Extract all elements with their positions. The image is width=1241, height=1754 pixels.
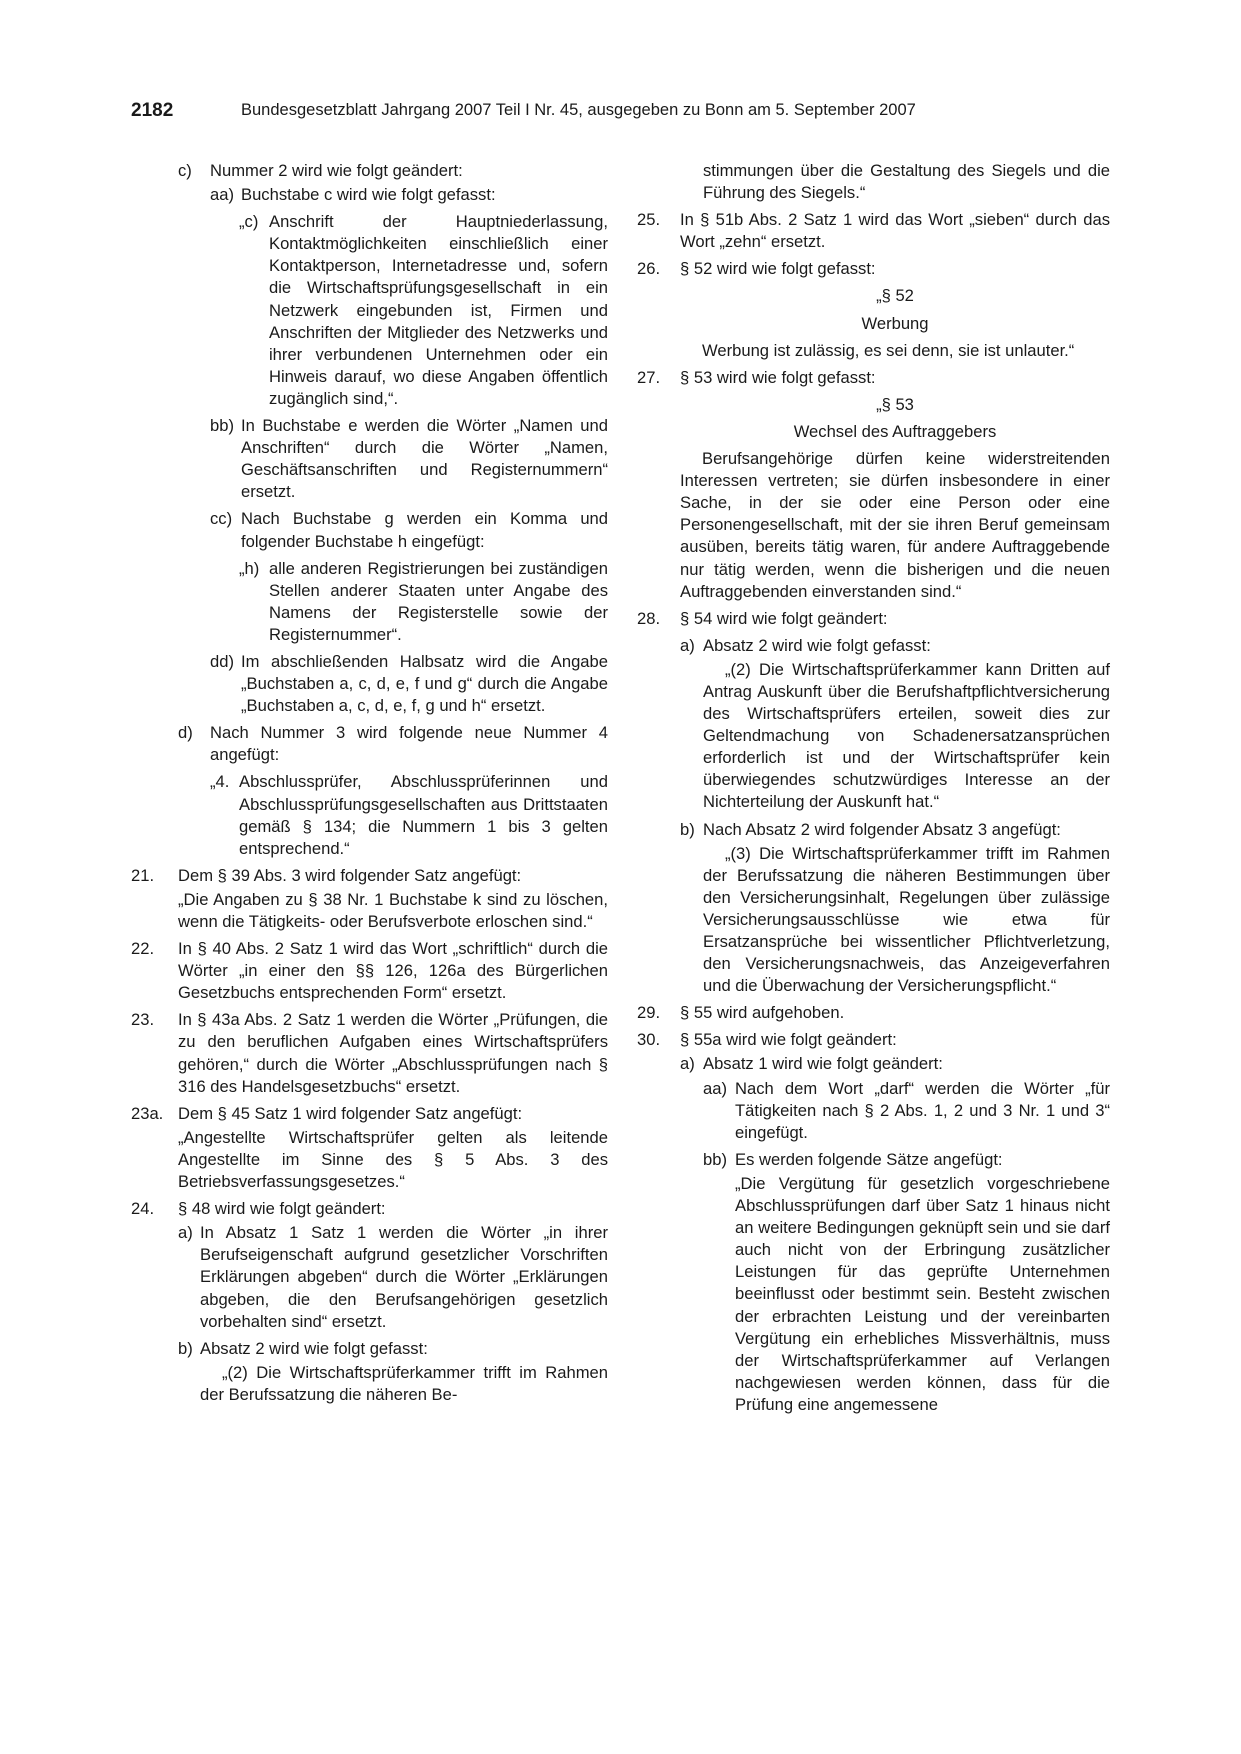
item-text: Im abschließenden Halbsatz wird die Angabe „Buchstaben a, c, d, e, f und g“ durch die Angabe „Buchstaben a, c, d, e, f, g und h“ ersetzt. (241, 651, 608, 716)
item-text: Nach dem Wort „darf“ werden die Wörter „für Tätigkeiten nach § 2 Abs. 1, 2 und 3 Nr. 1 und 3“ eingefügt. (735, 1078, 1110, 1142)
quote-number-4 (131, 771, 608, 859)
item-22 (131, 938, 608, 1004)
right-column (637, 160, 1110, 1421)
item-28-b-quote: „(3) Die Wirtschaftsprüferkammer trifft im Rahmen der Berufssatzung die näheren Bestimmungen über den Versicherungsinhalt, Regelungen über zulässige Versicherungsausschlüsse wie etwa für Ersatzansprüche bei wissentlicher Pflichtverletzung, den Versicherungsnachweis, das Anzeigeverfahren und die Überwachung der Versicherungspflicht.“ (703, 843, 1110, 996)
item-30-a-aa (637, 1078, 1110, 1144)
item-text: Absatz 2 wird wie folgt gefasst: (200, 1338, 428, 1358)
item-text: Dem § 39 Abs. 3 wird folgender Satz angefügt: (178, 865, 522, 885)
item-24 (131, 1198, 608, 1220)
item-label: cc) (210, 509, 233, 529)
item-text: Absatz 2 wird wie folgt gefasst: (703, 635, 931, 655)
item-23a (131, 1103, 608, 1125)
item-text: § 55 wird aufgehoben. (680, 1003, 845, 1023)
item-25 (637, 209, 1110, 253)
item-29 (637, 1002, 1110, 1024)
item-24-b-quote: „(2) Die Wirtschaftsprüferkammer trifft im Rahmen der Berufssatzung die näheren Be- (200, 1362, 608, 1404)
item-text: In § 43a Abs. 2 Satz 1 werden die Wörter „Prüfungen, die zu den beruflichen Aufgaben eines Wirtschaftsprüfers gehören,“ durch die Wörter „Abschlussprüfungen nach § 316 des Handelsgesetzbuchs“ ersetzt. (178, 1010, 608, 1096)
item-text: § 54 wird wie folgt geändert: (680, 608, 888, 628)
item-23 (131, 1009, 608, 1097)
item-c-dd (131, 651, 608, 717)
item-text: § 52 wird wie folgt gefasst: (680, 259, 876, 279)
left-column (131, 160, 608, 1411)
item-text: § 48 wird wie folgt geändert: (178, 1199, 386, 1219)
section-53-title: Wechsel des Auftraggebers (793, 421, 997, 441)
item-text: Absatz 1 wird wie folgt geändert: (703, 1054, 943, 1074)
item-label: 27. (637, 367, 661, 387)
item-c (131, 160, 608, 182)
item-27 (637, 367, 1110, 389)
item-text: Nummer 2 wird wie folgt geändert: (210, 161, 463, 180)
item-label: 23. (131, 1010, 155, 1030)
item-label: „h) (239, 558, 260, 578)
item-28 (637, 608, 1110, 630)
running-title: Bundesgesetzblatt Jahrgang 2007 Teil I Nr. 45, ausgegeben zu Bonn am 5. September 2007 (241, 101, 916, 119)
item-text: Nach Nummer 3 wird folgende neue Nummer 4 angefügt: (210, 723, 608, 765)
item-text: In Absatz 1 Satz 1 werden die Wörter „in ihrer Berufseigenschaft aufgrund gesetzlicher Vorschriften Erklärungen abgeben“ durch die Wörter „Erklärungen abgeben, die den Berufsangehörigen gesetzlich vorbehalten sind“ ersetzt. (200, 1223, 608, 1331)
item-text: Dem § 45 Satz 1 wird folgender Satz angefügt: (178, 1103, 523, 1123)
item-label: „4. (210, 772, 230, 792)
item-text: Anschrift der Hauptniederlassung, Kontaktmöglichkeiten einschließlich einer Kontaktperson, Internetadresse und, sofern die Wirtschaftsprüfungsgesellschaft in ein Netzwerk eingebunden ist, Firmen und Anschriften der Mitglieder des Netzwerks und ihrer verbundenen Unternehmen oder ein Hinweis darauf, wo diese Angaben öffentlich zugänglich sind,“. (269, 212, 608, 408)
item-label: b) (178, 1338, 193, 1358)
section-53-heading: „§ 53 (876, 394, 914, 414)
item-text: In § 51b Abs. 2 Satz 1 wird das Wort „sieben“ durch das Wort „zehn“ ersetzt. (680, 210, 1110, 252)
item-text: § 53 wird wie folgt gefasst: (680, 367, 876, 387)
item-28-a-quote: „(2) Die Wirtschaftsprüferkammer kann Dritten auf Antrag Auskunft über die Berufshaftpflichtversicherung des Wirtschaftsprüfers erteilen, soweit dies zur Geltendmachung von Schadenersatzansprüchen erforderlich ist und der Wirtschaftsprüfer kein überwiegendes schutzwürdiges Interesse an der Nichterteilung der Auskunft hat.“ (703, 659, 1110, 812)
item-28-b (637, 819, 1110, 841)
item-28-a (637, 635, 1110, 657)
item-text: Nach Absatz 2 wird folgender Absatz 3 angefügt: (703, 819, 1061, 839)
item-label: 29. (637, 1003, 661, 1023)
item-text: Abschlussprüfer, Abschlussprüferinnen und Abschlussprüfungsgesellschaften aus Drittstaaten gemäß § 134; die Nummern 1 bis 3 gelten entsprechend.“ (239, 772, 608, 858)
item-label: a) (680, 635, 695, 655)
item-d (131, 722, 608, 766)
item-21-quote: „Die Angaben zu § 38 Nr. 1 Buchstabe k sind zu löschen, wenn die Tätigkeits- oder Berufsverbote erloschen sind.“ (178, 889, 608, 931)
item-23a-quote: „Angestellte Wirtschaftsprüfer gelten als leitende Angestellte im Sinne des § 5 Abs. 3 des Betriebsverfassungsgesetzes.“ (178, 1127, 608, 1192)
item-24-a (131, 1222, 608, 1332)
item-c-aa (131, 184, 608, 206)
item-24-b (131, 1338, 608, 1360)
item-text: Es werden folgende Sätze angefügt: (735, 1149, 1003, 1169)
item-30-a-bb-quote: „Die Vergütung für gesetzlich vorgeschriebene Abschlussprüfungen darf über Satz 1 hinaus nicht an weitere Bedingungen geknüpft sein und sie darf auch nicht von der Erbringung zusätzlicher Leistungen für das geprüfte Unternehmen beeinflusst oder bestimmt sein. Besteht zwischen der erbrachten Leistung und der vereinbarten Vergütung ein erhebliches Missverhältnis, muss der Wirtschaftsprüferkammer auf Verlangen nachgewiesen werden können, dass für die Prüfung eine angemessene (735, 1173, 1110, 1414)
item-c-cc (131, 508, 608, 552)
item-label: 23a. (131, 1103, 164, 1123)
item-label: aa) (210, 185, 234, 205)
item-26 (637, 258, 1110, 280)
item-label: 21. (131, 865, 155, 885)
section-52-text: Werbung ist zulässig, es sei denn, sie ist unlauter.“ (702, 340, 1075, 360)
item-label: aa) (703, 1078, 727, 1098)
continuation-text: stimmungen über die Gestaltung des Siegels und die Führung des Siegels.“ (703, 161, 1110, 203)
item-text: § 55a wird wie folgt geändert: (680, 1030, 897, 1050)
item-text: In Buchstabe e werden die Wörter „Namen und Anschriften“ durch die Wörter „Namen, Geschäftsanschriften und Registernummern“ ersetzt. (241, 416, 608, 502)
item-30-a-bb (637, 1149, 1110, 1171)
page-number: 2182 (131, 100, 174, 121)
item-label: c) (178, 161, 192, 180)
section-52-heading: „§ 52 (876, 286, 914, 306)
item-text: alle anderen Registrierungen bei zuständigen Stellen anderer Staaten unter Angabe des Namens der Registerstelle sowie der Registernummer“. (269, 558, 608, 644)
item-label: 26. (637, 259, 661, 279)
item-label: bb) (210, 416, 234, 436)
item-label: bb) (703, 1149, 727, 1169)
item-30 (637, 1029, 1110, 1051)
item-30-a (637, 1053, 1110, 1075)
item-label: a) (680, 1054, 695, 1074)
item-text: Buchstabe c wird wie folgt gefasst: (241, 185, 496, 205)
item-label: 28. (637, 608, 661, 628)
section-53-text: Berufsangehörige dürfen keine widerstreitenden Interessen vertreten; sie dürfen insbesondere in einer Sache, in der sie oder eine Person oder eine Personengesellschaft, mit der sie ihren Beruf gemeinsam ausüben, bereits tätig waren, für andere Auftraggebende nur tätig werden, wenn die bisherigen und die neuen Auftraggebenden einverstanden sind.“ (680, 449, 1110, 601)
item-label: dd) (210, 651, 234, 671)
item-label: b) (680, 819, 695, 839)
item-label: d) (178, 723, 193, 743)
item-text: In § 40 Abs. 2 Satz 1 wird das Wort „schriftlich“ durch die Wörter „in einer den §§ 126, 126a des Bürgerlichen Gesetzbuchs entsprechenden Form“ ersetzt. (178, 939, 608, 1003)
quote-letter-c (131, 211, 608, 410)
item-label: 22. (131, 939, 155, 959)
item-label: a) (178, 1223, 193, 1243)
item-label: 25. (637, 210, 661, 230)
item-c-bb (131, 415, 608, 503)
item-label: „c) (239, 212, 259, 232)
item-text: Nach Buchstabe g werden ein Komma und folgender Buchstabe h eingefügt: (241, 509, 608, 551)
section-52-title: Werbung (861, 313, 929, 333)
item-label: 24. (131, 1199, 155, 1219)
item-21 (131, 865, 608, 887)
page-header (131, 100, 1011, 126)
item-label: 30. (637, 1030, 661, 1050)
quote-letter-h (131, 558, 608, 646)
